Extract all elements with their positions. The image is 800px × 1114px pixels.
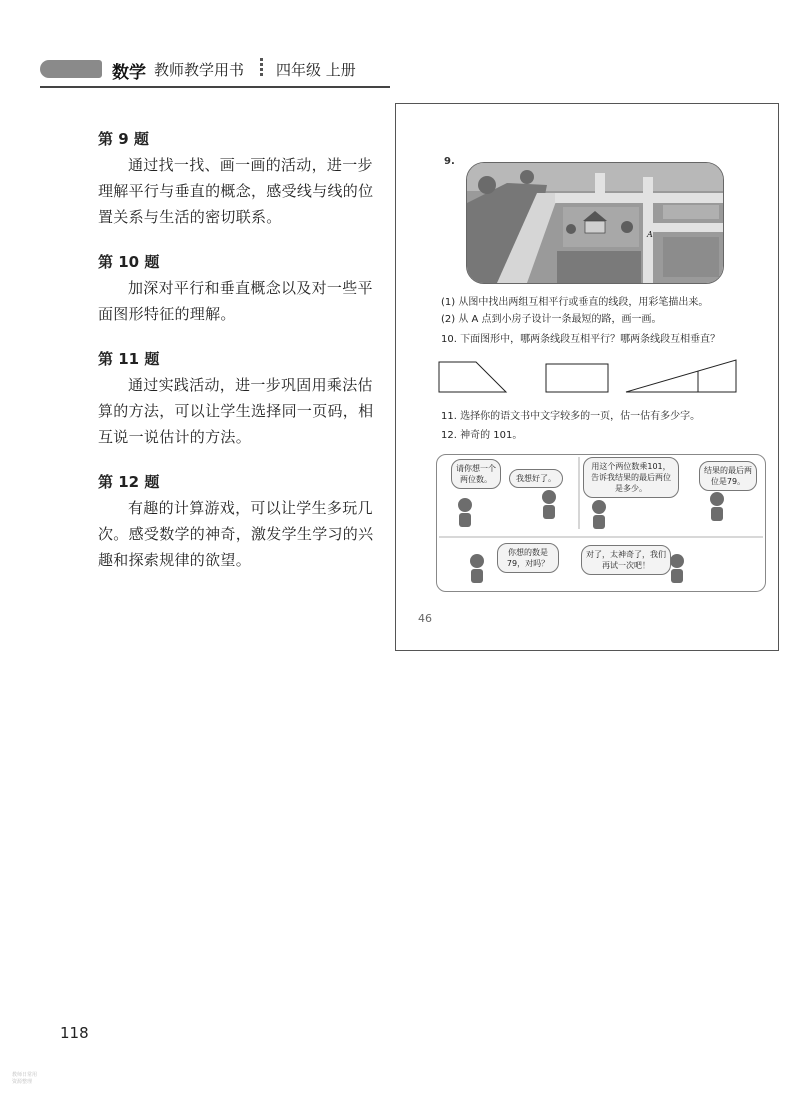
note-title: 第 12 题 bbox=[98, 473, 160, 491]
note-body: 有趣的计算游戏，可以让学生多玩几次。感受数学的神奇，激发学生学习的兴趣和探索规律的欲望。 bbox=[98, 499, 374, 569]
speech-bubble: 结果的最后两位是79。 bbox=[699, 461, 757, 491]
header-grade: 四年级 上册 bbox=[276, 61, 356, 79]
aerial-map-illustration bbox=[466, 162, 724, 284]
rectangle-shape bbox=[546, 364, 608, 392]
header-separator bbox=[260, 58, 263, 78]
q10-text: 10. 下面图形中，哪两条线段互相平行？哪两条线段互相垂直？ bbox=[441, 334, 721, 345]
note-q11 bbox=[98, 346, 380, 450]
teaching-notes bbox=[98, 126, 380, 592]
note-title: 第 10 题 bbox=[98, 253, 160, 271]
header-tab-decoration bbox=[40, 60, 102, 78]
child-figure-5 bbox=[470, 554, 484, 583]
note-q9 bbox=[98, 126, 380, 230]
q9-part1: (1) 从图中找出两组互相平行或垂直的线段，用彩笔描出来。 bbox=[441, 297, 709, 308]
q11-text: 11. 选择你的语文书中文字较多的一页，估一估有多少字。 bbox=[441, 411, 701, 422]
note-title: 第 11 题 bbox=[98, 350, 160, 368]
textbook-page-number: 46 bbox=[418, 612, 432, 625]
q12-text: 12. 神奇的 101。 bbox=[441, 430, 523, 441]
header-subject: 数学 bbox=[112, 63, 146, 83]
child-figure-3 bbox=[592, 500, 606, 529]
watermark-line: 教师日常用 bbox=[12, 1072, 38, 1078]
header-book-title: 教师教学用书 bbox=[154, 61, 245, 79]
map-drawing bbox=[467, 163, 723, 283]
note-body: 通过实践活动，进一步巩固用乘法估算的方法，可以让学生选择同一页码，相互说一说估计的方法。 bbox=[98, 376, 374, 446]
note-body: 通过找一找、画一画的活动，进一步理解平行与垂直的概念，感受线与线的位置关系与生活的密切联系。 bbox=[98, 156, 374, 226]
speech-bubble: 对了，太神奇了，我们再试一次吧！ bbox=[581, 545, 671, 575]
speech-bubble: 请你想一个两位数。 bbox=[451, 459, 501, 489]
triangle-shape bbox=[626, 360, 736, 392]
page-number: 118 bbox=[60, 1024, 89, 1042]
child-figure-2 bbox=[542, 490, 556, 519]
speech-bubble: 用这个两位数乘101，告诉我结果的最后两位是多少。 bbox=[583, 457, 679, 498]
child-figure-1 bbox=[458, 498, 472, 527]
q9-number: 9. bbox=[444, 156, 455, 167]
child-figure-6 bbox=[670, 554, 684, 583]
watermark bbox=[12, 1072, 37, 1086]
note-body: 加深对平行和垂直概念以及对一些平面图形特征的理解。 bbox=[98, 279, 373, 323]
watermark-line: 资源整理 bbox=[12, 1079, 33, 1085]
q9-part2: (2) 从 A 点到小房子设计一条最短的路，画一画。 bbox=[441, 314, 662, 325]
textbook-page-panel bbox=[395, 103, 779, 651]
speech-bubble: 我想好了。 bbox=[509, 469, 563, 488]
note-q12 bbox=[98, 469, 380, 573]
header-rule bbox=[40, 86, 390, 88]
trapezoid-shape bbox=[439, 362, 506, 392]
q10-shapes bbox=[436, 358, 766, 398]
note-title: 第 9 题 bbox=[98, 130, 149, 148]
comic-strip bbox=[436, 454, 766, 592]
note-q10 bbox=[98, 249, 380, 327]
page-header bbox=[0, 52, 800, 92]
child-figure-4 bbox=[710, 492, 724, 521]
speech-bubble: 你想的数是79，对吗？ bbox=[497, 543, 559, 573]
map-point-a-label: A bbox=[647, 230, 653, 239]
